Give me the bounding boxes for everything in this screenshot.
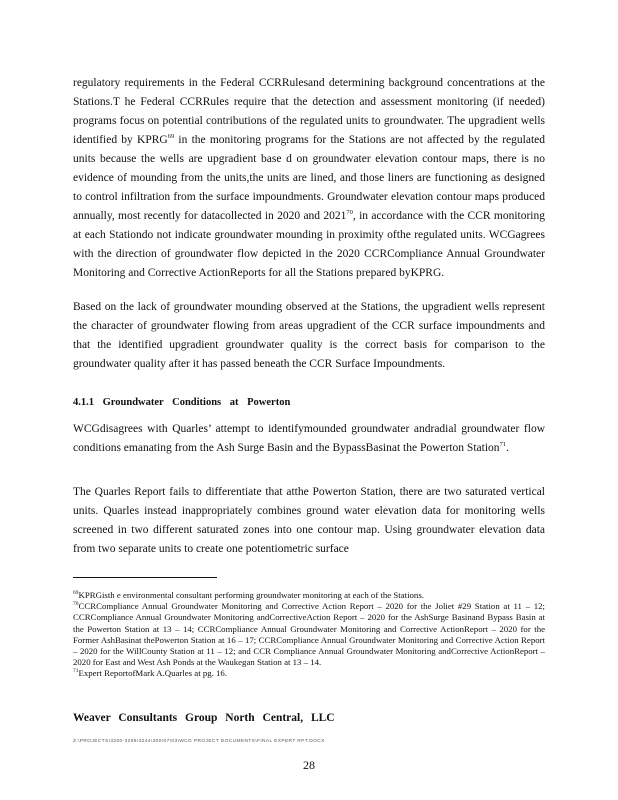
paragraph-quarles-report: The Quarles Report fails to differentiate that atthe Powerton Station, there are two saturated vertical units. Quarles instead inappropriately combines ground water elevation data for monitoring wells screened in two different saturated zones into one contour map. Using groundwater elevation data from two separate units to create one potentiometric surface: [73, 486, 545, 555]
footer-file-path: Z:\PROJECTS\3200-3299\3244\300\07\03\WCG PROJECT DOCUMENTS\FINAL EXPERT RPT.DOCX: [73, 739, 325, 744]
section-heading-4-1-1: 4.1.1 Groundwater Conditions at Powerton: [73, 397, 291, 408]
paragraph-regulatory-requirements: regulatory requirements in the Federal CCRRulesand determining background concentrations at the Stations.T he Federal CCRRules require that the detection and assessment monitoring (if needed) programs focus on potential contributions of the regulated units to groundwater. The upgradient wells identified by KPRG$^{69}$ in the monitoring programs for the Stations are not affected by the regulated units because the wells are upgradient base d on groundwater elevation contour maps, there is no evidence of mounding from the units,the units are lined, and those liners are functioning as designed to control infiltration from the surface impoundments. Groundwater elevation contour maps produced annually, most recently for datacollected in 2020 and 2021$^{70}$, in accordance with the CCR monitoring at each Stationdo not indicate groundwater mounding in proximity ofthe regulated units. WCGagrees with the direction of groundwater flow depicted in the 2020 CCRCompliance Annual Groundwater Monitoring and Corrective ActionReports for all the Stations prepared byKPRG.: [73, 77, 545, 279]
footnote-ref-71[interactable]: 71: [499, 441, 507, 449]
paragraph-wcg-disagrees: WCGdisagrees with Quarles’ attempt to identifymounded groundwater andradial groundwater flow conditions emanating from the Ash Surge Basin and the BypassBasinat the Powerton Station$^{71}$.: [73, 423, 545, 454]
footnote-69: $^{69}$KPRGisth e environmental consultant performing groundwater monitoring at each of the Stations.: [73, 590, 424, 600]
footnote-ref-70[interactable]: 70: [346, 209, 353, 217]
footnote-separator: [73, 577, 217, 578]
footnote-71: $^{71}$Expert ReportofMark A.Quarles at pg. 16.: [73, 668, 228, 679]
footnote-70: $^{70}$CCRCompliance Annual Groundwater Monitoring and Corrective Action Report – 2020 for the Joliet #29 Station at 11 – 12; CCRCompliance Annual Groundwater Monitoring andCorrectiveAction Report – 2020 for the AshSurge Basinand Bypass Basin at the Powerton Station at 13 – 14; CCRCompliance Annual Groundwater Monitoring and Corrective ActionReport – 2020 for the Former AshBasinat thePowerton Station at 16 – 17; CCRCompliance Annual Groundwater Monitoring and Corrective Action Report – 2020 for the WillCounty Station at 11 – 12; and CCR Compliance Annual Groundwater Monitoring andCorrective ActionReport – 2020 for East and West Ash Ponds at the Waukegan Station at 13 – 14.: [73, 601, 545, 668]
footer-firm-name: Weaver Consultants Group North Central, LLC: [73, 712, 335, 724]
page-number: 28: [303, 758, 315, 772]
footnote-ref-69[interactable]: 69: [167, 133, 175, 141]
footnotes: [73, 590, 545, 680]
paragraph-mounding-conclusion: Based on the lack of groundwater mounding observed at the Stations, the upgradient wells represent the character of groundwater flowing from areas upgradient of the CCR surface impoundments and that the identified upgradient groundwater quality is the correct basis for comparison to the groundwater quality after it has passed beneath the CCR Surface Impoundments.: [73, 301, 545, 370]
